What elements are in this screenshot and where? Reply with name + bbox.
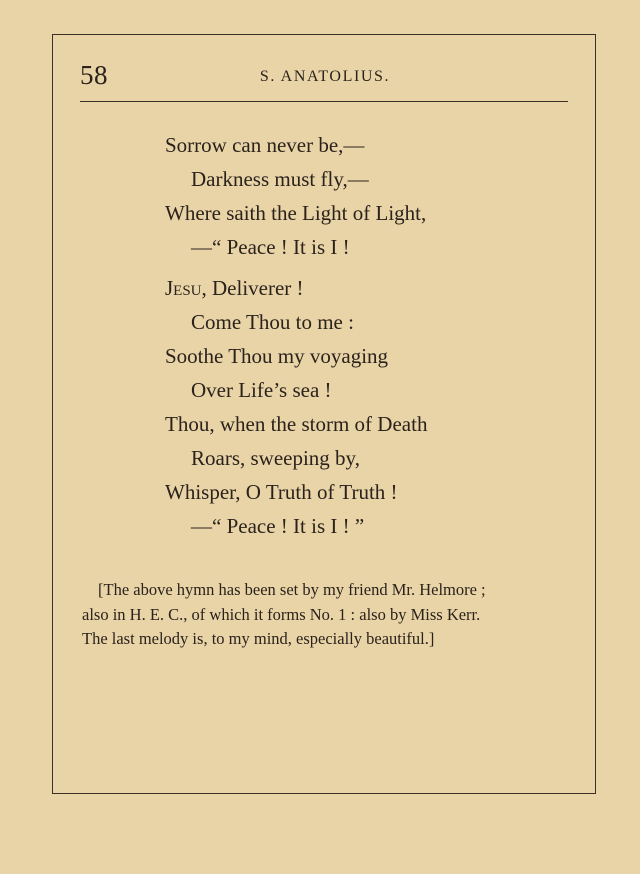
stanza-1: [165, 128, 426, 264]
verse-line: Where saith the Light of Light,: [165, 201, 427, 225]
note-line: The last melody is, to my mind, especially beautiful.]: [82, 629, 435, 648]
header-rule: [80, 101, 568, 102]
verse-line: Over Life’s sea !: [191, 378, 332, 402]
verse-line: [165, 271, 427, 305]
verse-line-rest: , Deliverer !: [201, 276, 304, 300]
verse-line: Whisper, O Truth of Truth !: [165, 480, 398, 504]
verse-line: Soothe Thou my voyaging: [165, 344, 389, 368]
opening-word: Jesu: [165, 276, 202, 300]
note-line: [The above hymn has been set by my friend Mr. Helmore ;: [98, 580, 486, 599]
editorial-note: [82, 578, 582, 652]
page-header: [80, 58, 570, 98]
running-title: S. ANATOLIUS.: [259, 68, 391, 85]
verse-line: —“ Peace ! It is I !: [191, 235, 350, 259]
verse-line: Darkness must fly,—: [191, 167, 369, 191]
verse-line: Roars, sweeping by,: [191, 446, 360, 470]
verse-line: Thou, when the storm of Death: [165, 412, 428, 436]
verse-line: Come Thou to me :: [191, 310, 354, 334]
page-number: 58: [80, 60, 108, 90]
note-line: also in H. E. C., of which it forms No. 1 : also by Miss Kerr.: [82, 604, 481, 624]
verse-line: —“ Peace ! It is I ! ”: [191, 514, 365, 538]
verse-line: Sorrow can never be,—: [165, 133, 365, 157]
stanza-2: [165, 271, 427, 543]
